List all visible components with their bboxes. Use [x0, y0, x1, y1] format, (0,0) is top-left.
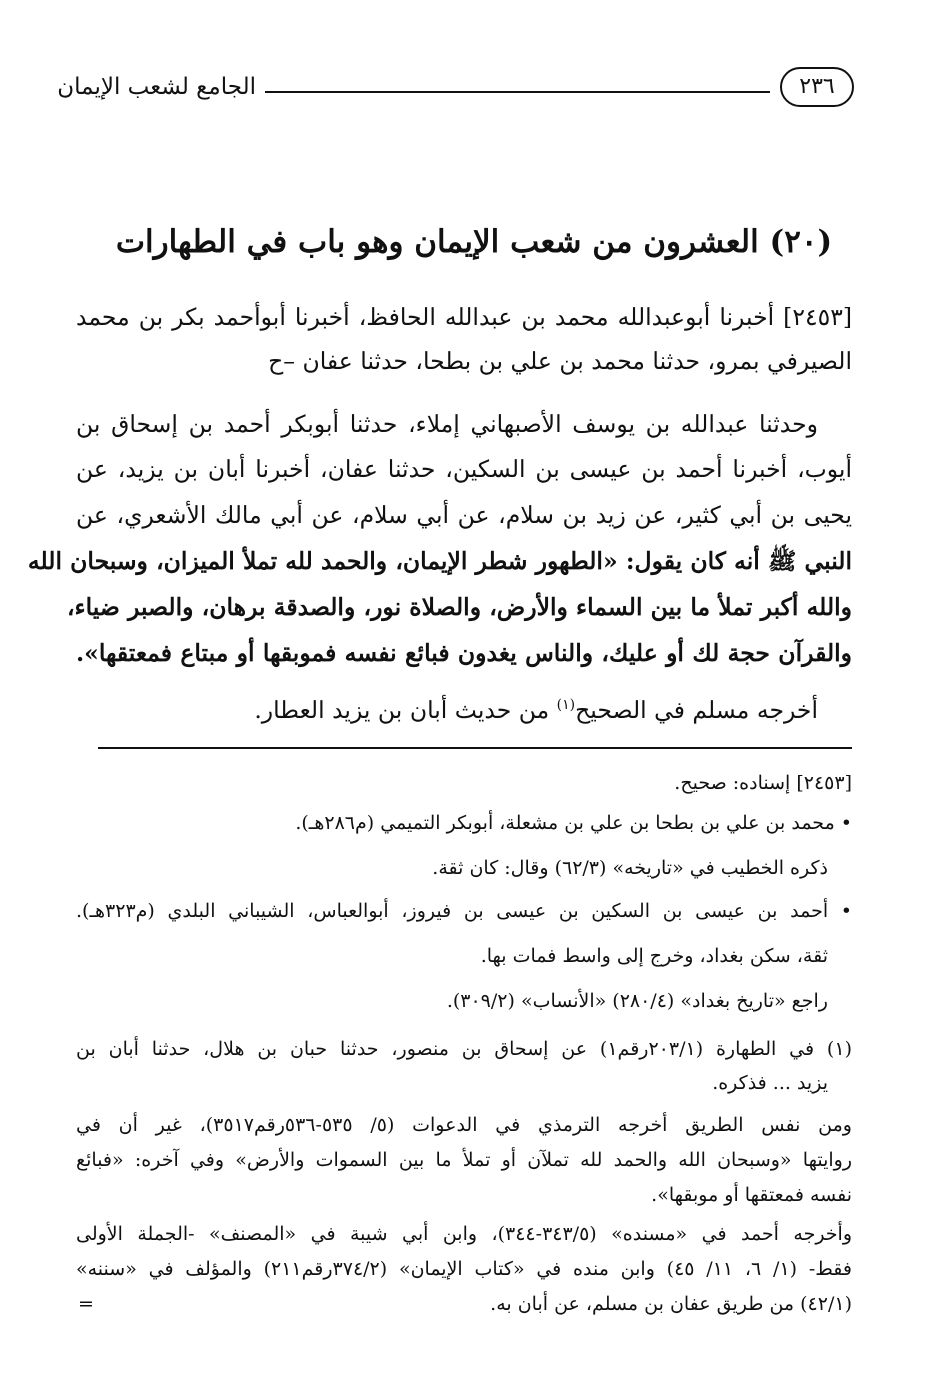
footnote-separator [98, 747, 852, 749]
takhrij-line [254, 690, 818, 730]
footnote-line: نفسه فمعتقها أو موبقها». [651, 1184, 852, 1206]
footnote-line: فقط- (١/ ٦، ١١/ ٤٥) وابن منده في «كتاب الإيمان» (٣٧٤/٢رقم٢١١) والمؤلف في «سننه» [76, 1258, 852, 1280]
note-heading: [٢٤٥٣] إسناده: صحيح. [674, 772, 852, 794]
running-title: الجامع لشعب الإيمان [57, 74, 256, 100]
hadith-line: والقرآن حجة لك أو عليك، والناس يغدون فبائع نفسه فموبقها أو مبتاع فمعتقها». [76, 639, 852, 667]
body-line: [٢٤٥٣] أخبرنا أبوعبدالله محمد بن عبدالله الحافظ، أخبرنا أبوأحمد بكر بن محمد [76, 303, 852, 331]
footnote-line: (١) في الطهارة (٢٠٣/١رقم١) عن إسحاق بن منصور، حدثنا حبان بن هلال، حدثنا أبان بن [76, 1038, 852, 1060]
hadith-line: والله أكبر تملأ ما بين السماء والأرض، والصلاة نور، والصدقة برهان، والصبر ضياء، [66, 593, 852, 621]
note-bullet: • محمد بن علي بن بطحا بن علي بن مشعلة، أبوبكر التميمي (م٢٨٦هـ). [295, 812, 852, 834]
continuation-mark: = [78, 1293, 94, 1315]
note-line: ذكره الخطيب في «تاريخه» (٦٢/٣) وقال: كان ثقة. [432, 857, 828, 879]
note-bullet: • أحمد بن عيسى بن السكين بن عيسى بن فيروز، أبوالعباس، الشيباني البلدي (م٣٢٣هـ). [76, 900, 852, 922]
footnote-line: ومن نفس الطريق أخرجه الترمذي في الدعوات (٥/ ٥٣٥-٥٣٦رقم٣٥١٧)، غير أن في [76, 1114, 852, 1136]
body-line: أيوب، أخبرنا أحمد بن عيسى بن السكين، حدثنا عفان، أخبرنا أبان بن يزيد، عن [76, 455, 852, 483]
page-number: ٢٣٦ [780, 67, 854, 107]
chapter-title: (٢٠) العشرون من شعب الإيمان وهو باب في الطهارات [115, 224, 833, 260]
body-line: وحدثنا عبدالله بن يوسف الأصبهاني إملاء، حدثنا أبوبكر أحمد بن إسحاق بن [76, 410, 818, 438]
footnote-line: يزيد ... فذكره. [712, 1072, 828, 1094]
footnote-line: وأخرجه أحمد في «مسنده» (٣٤٣/٥-٣٤٤)، وابن أبي شيبة في «المصنف» -الجملة الأولى [76, 1223, 853, 1245]
body-line: يحيى بن أبي كثير، عن زيد بن سلام، عن أبي سلام، عن أبي مالك الأشعري، عن [76, 501, 852, 529]
header-rule [265, 91, 770, 93]
footnote-line: (٤٢/١) من طريق عفان بن مسلم، عن أبان به. [490, 1293, 852, 1315]
body-line: الصيرفي بمرو، حدثنا محمد بن علي بن بطحا، حدثنا عفان –ح [268, 347, 852, 375]
hadith-line: النبي ﷺ أنه كان يقول: «الطهور شطر الإيمان، والحمد لله تملأ الميزان، وسبحان الله [27, 547, 852, 575]
takhrij-text-cont: من حديث أبان بن يزيد العطار. [254, 696, 557, 724]
footnote-line: روايتها «وسبحان الله والحمد لله تملآن أو تملأ ما بين السموات والأرض» وفي آخره: «فبائع [76, 1149, 852, 1171]
note-line: ثقة، سكن بغداد، وخرج إلى واسط فمات بها. [480, 945, 828, 967]
footnote-marker: (١) [556, 697, 576, 714]
takhrij-text: أخرجه مسلم في الصحيح [575, 696, 818, 724]
note-line: راجع «تاريخ بغداد» (٢٨٠/٤) «الأنساب» (٣٠٩/٢). [446, 990, 828, 1012]
